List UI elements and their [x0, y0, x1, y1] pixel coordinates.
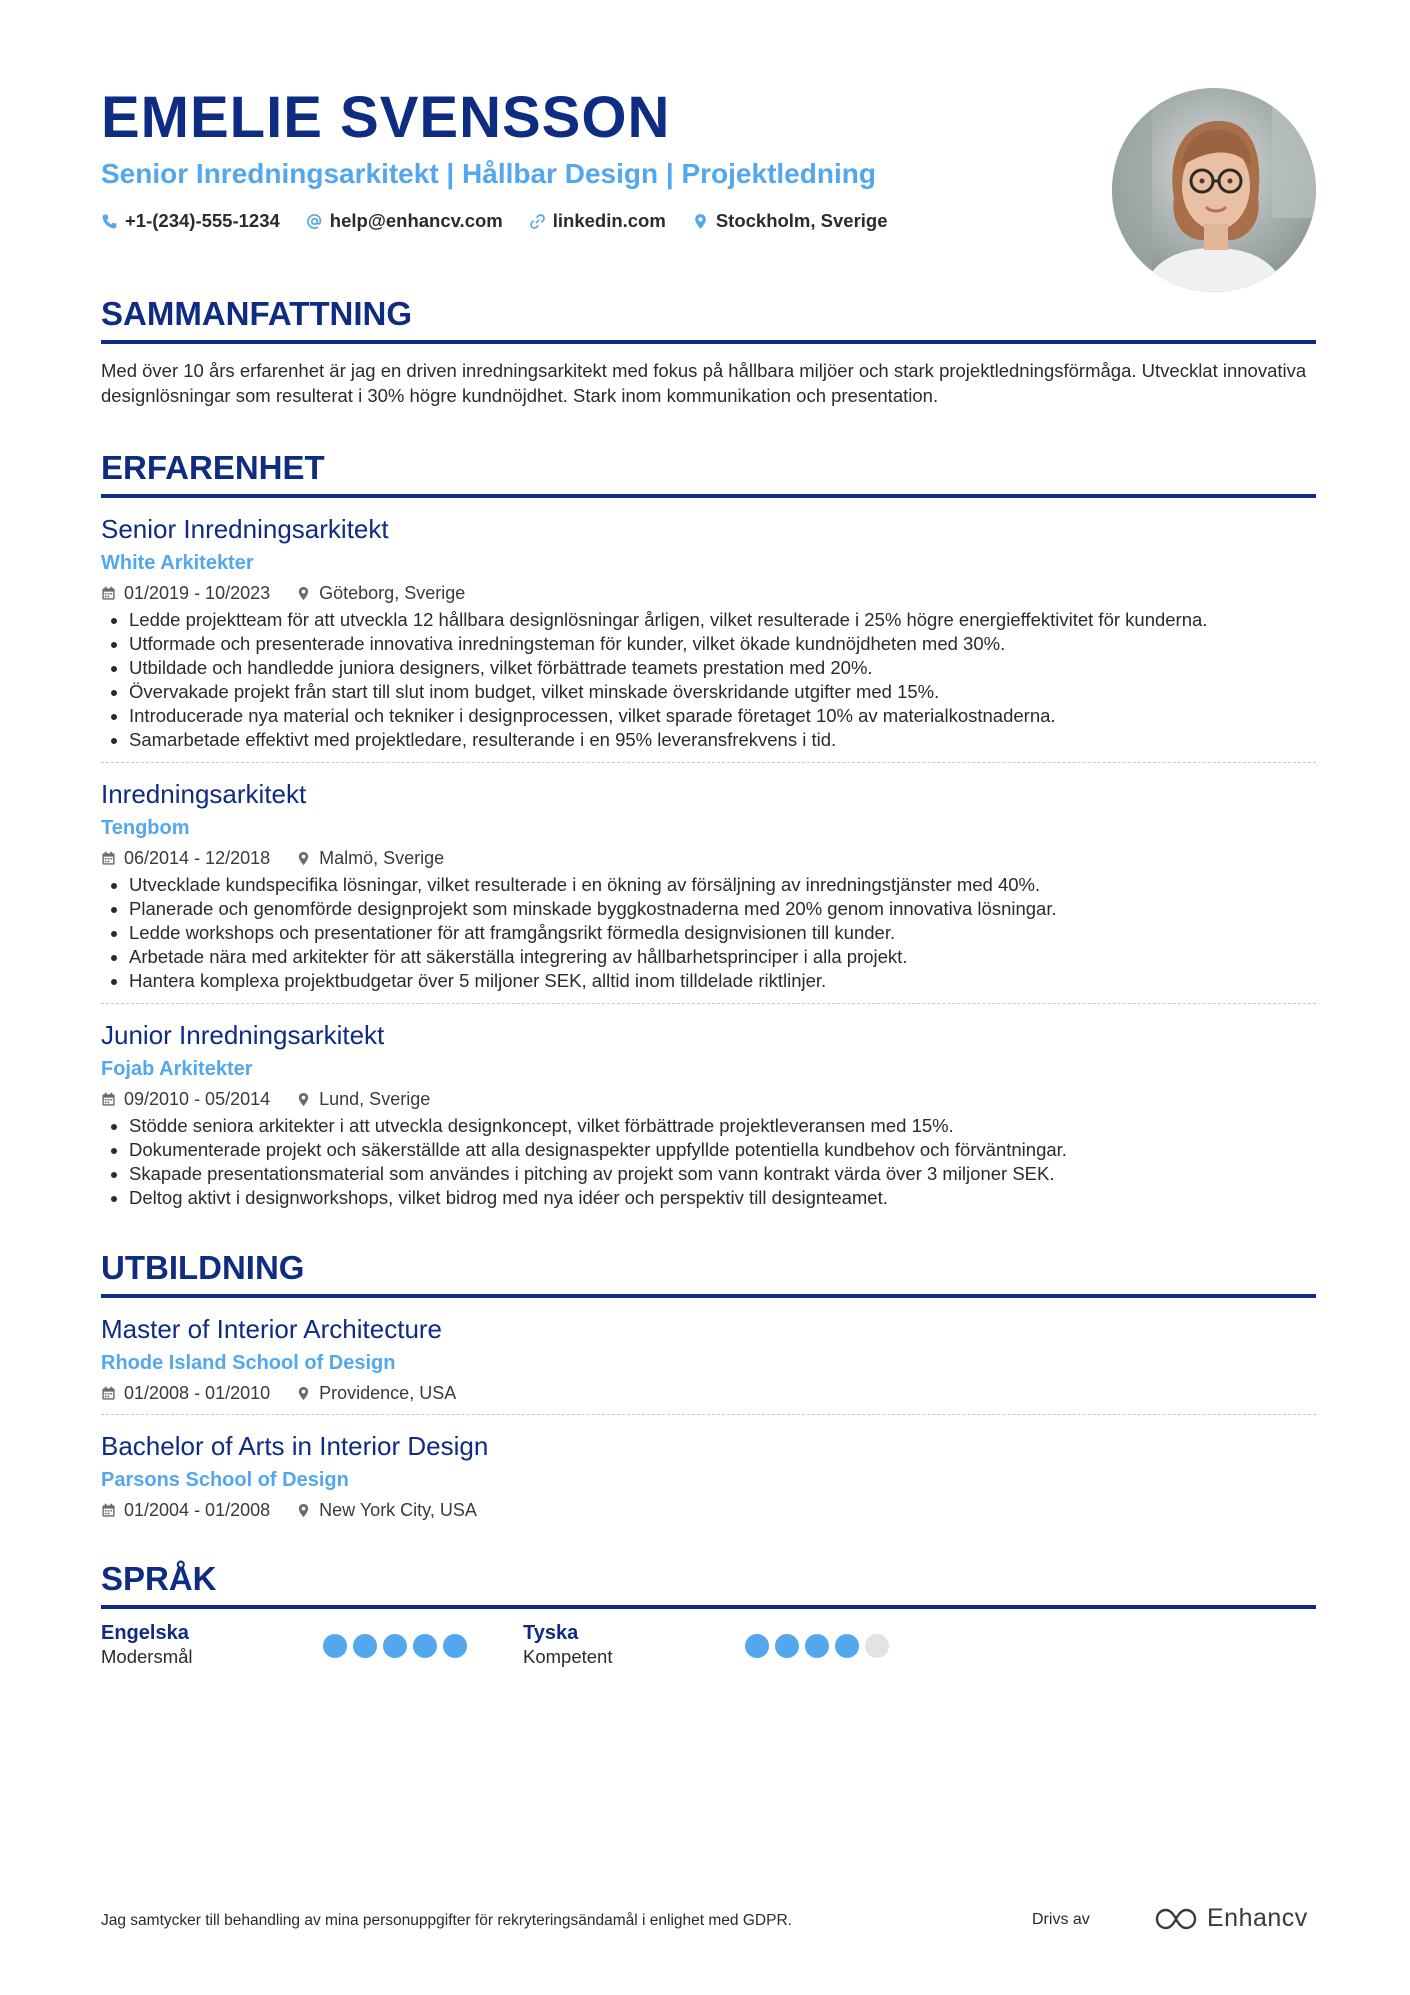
- powered-by-label: Drivs av: [1032, 1911, 1090, 1928]
- enhancv-logo-icon: [1153, 1906, 1199, 1932]
- company-name: Fojab Arkitekter: [101, 1058, 253, 1080]
- gdpr-consent-text: Jag samtycker till behandling av mina personuppgifter för rekryteringsändamål i enlighet med GDPR.: [101, 1912, 792, 1929]
- language-item: [101, 1621, 523, 1669]
- candidate-tagline: Senior Inredningsarkitekt | Hållbar Design | Projektledning: [101, 158, 876, 189]
- company-name: White Arkitekter: [101, 552, 254, 574]
- entry-meta: [101, 1088, 1316, 1110]
- achievement-item: • Samarbetade effektivt med projektledare, resulterande i en 95% leveransfrekvens i tid.: [129, 728, 1316, 752]
- degree-title: Bachelor of Arts in Interior Design: [101, 1431, 489, 1461]
- entry-meta: [101, 1499, 1316, 1521]
- job-title: Inredningsarkitekt: [101, 779, 307, 809]
- entry-dates-text: 01/2008 - 01/2010: [124, 1383, 271, 1403]
- entry-meta: [101, 582, 1316, 604]
- contact-email[interactable]: [306, 210, 503, 232]
- location-pin-icon: [296, 1386, 311, 1401]
- language-item: [523, 1621, 945, 1669]
- entry-dates: [101, 1382, 270, 1404]
- entry-location-text: Lund, Sverige: [319, 1089, 431, 1109]
- language-name: Engelska: [101, 1622, 189, 1644]
- achievement-item: • Planerade och genomförde designprojekt som minskade byggkostnaderna med 20% genom innovativa lösningar.: [129, 897, 1316, 921]
- achievement-item: • Utvecklade kundspecifika lösningar, vilket resulterade i en ökning av försäljning av inredningstjänster med 40%.: [129, 873, 1316, 897]
- location-pin-icon: [692, 213, 709, 230]
- achievement-item: • Dokumenterade projekt och säkerställde att alla designaspekter uppfyllde potentiella kundbehov och förväntningar.: [129, 1138, 1316, 1162]
- languages-title: SPRÅK: [101, 1559, 1316, 1609]
- rating-dot-filled: [745, 1634, 769, 1658]
- at-icon: [306, 213, 323, 230]
- languages-section: [101, 1559, 1316, 1669]
- entry-location-text: Göteborg, Sverige: [319, 583, 466, 603]
- school-name: Parsons School of Design: [101, 1469, 349, 1491]
- language-level: Modersmål: [101, 1646, 193, 1667]
- calendar-icon: [101, 851, 116, 866]
- education-entry: [101, 1298, 1316, 1414]
- achievement-list: [101, 608, 1316, 752]
- contact-phone[interactable]: [101, 210, 280, 232]
- achievement-item: • Stödde seniora arkitekter i att utveckla designkoncept, vilket förbättrade projektleveransen med 15%.: [129, 1114, 1316, 1138]
- entry-dates: [101, 582, 270, 604]
- job-title: Senior Inredningsarkitekt: [101, 514, 389, 544]
- experience-entry: [101, 762, 1316, 1003]
- summary-title: SAMMANFATTNING: [101, 294, 1316, 344]
- enhancv-brand[interactable]: [1153, 1904, 1308, 1933]
- achievement-item: • Utbildade och handledde juniora designers, vilket förbättrade teamets prestation med 20%.: [129, 656, 1316, 680]
- rating-dot-filled: [353, 1634, 377, 1658]
- phone-icon: [101, 213, 118, 230]
- education-title: UTBILDNING: [101, 1248, 1316, 1298]
- achievement-item: • Introducerade nya material och tekniker i designprocessen, vilket sparade företaget 10% av materialkostnaderna.: [129, 704, 1316, 728]
- entry-location: [296, 1499, 477, 1521]
- entry-location: [296, 582, 465, 604]
- achievement-list: [101, 873, 1316, 993]
- contact-phone-text: +1-(234)-555-1234: [125, 210, 280, 231]
- entry-dates-text: 06/2014 - 12/2018: [124, 848, 271, 868]
- entry-dates: [101, 1088, 270, 1110]
- entry-meta: [101, 847, 1316, 869]
- education-section: [101, 1248, 1316, 1531]
- contact-location: [692, 210, 888, 232]
- experience-section: [101, 448, 1316, 1220]
- experience-entry: [101, 498, 1316, 762]
- link-icon: [529, 213, 546, 230]
- entry-dates: [101, 1499, 270, 1521]
- entry-location: [296, 847, 444, 869]
- language-text: [101, 1621, 323, 1669]
- entry-location: [296, 1382, 456, 1404]
- entry-dates-text: 01/2004 - 01/2008: [124, 1500, 271, 1520]
- achievement-item: • Ledde projektteam för att utveckla 12 hållbara designlösningar årligen, vilket resulterade i 25% högre energieffektivitet för kunderna.: [129, 608, 1316, 632]
- company-name: Tengbom: [101, 817, 190, 839]
- job-title: Junior Inredningsarkitekt: [101, 1020, 385, 1050]
- entry-location-text: New York City, USA: [319, 1500, 477, 1520]
- rating-dot-filled: [383, 1634, 407, 1658]
- entry-location: [296, 1088, 430, 1110]
- rating-dot-filled: [443, 1634, 467, 1658]
- rating-dot-filled: [805, 1634, 829, 1658]
- profile-photo: [1112, 88, 1316, 292]
- entry-location-text: Providence, USA: [319, 1383, 457, 1403]
- entry-dates: [101, 847, 270, 869]
- achievement-item: • Skapade presentationsmaterial som användes i pitching av projekt som vann kontrakt värda över 3 miljoner SEK.: [129, 1162, 1316, 1186]
- calendar-icon: [101, 586, 116, 601]
- contact-linkedin[interactable]: [529, 210, 666, 232]
- school-name: Rhode Island School of Design: [101, 1352, 396, 1374]
- rating-dot-filled: [835, 1634, 859, 1658]
- achievement-item: • Utformade och presenterade innovativa inredningsteman för kunder, vilket ökade kundnöjdheten med 30%.: [129, 632, 1316, 656]
- rating-dot-empty: [865, 1634, 889, 1658]
- resume-page: [101, 84, 1316, 1669]
- footer: [101, 1904, 1316, 1938]
- language-rating: [323, 1634, 467, 1658]
- achievement-item: • Övervakade projekt från start till slut inom budget, vilket minskade överskridande utgifter med 15%.: [129, 680, 1316, 704]
- language-rating: [745, 1634, 889, 1658]
- achievement-list: [101, 1114, 1316, 1210]
- rating-dot-filled: [775, 1634, 799, 1658]
- language-text: [523, 1621, 745, 1669]
- calendar-icon: [101, 1503, 116, 1518]
- language-list: [101, 1621, 1316, 1669]
- location-pin-icon: [296, 1092, 311, 1107]
- resume-header: [101, 84, 1316, 294]
- entry-dates-text: 09/2010 - 05/2014: [124, 1089, 271, 1109]
- entry-location-text: Malmö, Sverige: [319, 848, 445, 868]
- contact-email-text: help@enhancv.com: [329, 210, 503, 231]
- enhancv-brand-name: Enhancv: [1207, 1904, 1308, 1932]
- experience-title: ERFARENHET: [101, 448, 1316, 498]
- rating-dot-filled: [413, 1634, 437, 1658]
- rating-dot-filled: [323, 1634, 347, 1658]
- location-pin-icon: [296, 586, 311, 601]
- education-entry: [101, 1414, 1316, 1531]
- language-name: Tyska: [523, 1622, 579, 1644]
- degree-title: Master of Interior Architecture: [101, 1314, 443, 1344]
- candidate-name: EMELIE SVENSSON: [101, 85, 671, 150]
- entry-dates-text: 01/2019 - 10/2023: [124, 583, 271, 603]
- summary-text: Med över 10 års erfarenhet är jag en driven inredningsarkitekt med fokus på hållbara miljöer och stark projektledningsförmåga. Utvecklat innovativa designlösningar som resulterat i 30% högre kundnöjdhet. Stark inom kommunikation och presentation.: [101, 360, 1307, 406]
- entry-meta: [101, 1382, 1316, 1404]
- achievement-item: • Deltog aktivt i designworkshops, vilket bidrog med nya idéer och perspektiv till designteamet.: [129, 1186, 1316, 1210]
- language-level: Kompetent: [523, 1646, 613, 1667]
- summary-section: [101, 294, 1316, 408]
- achievement-item: • Ledde workshops och presentationer för att framgångsrikt förmedla designvisionen till kunder.: [129, 921, 1316, 945]
- calendar-icon: [101, 1386, 116, 1401]
- experience-entry: [101, 1003, 1316, 1220]
- contact-location-text: Stockholm, Sverige: [715, 210, 888, 231]
- calendar-icon: [101, 1092, 116, 1107]
- location-pin-icon: [296, 851, 311, 866]
- contact-linkedin-text: linkedin.com: [552, 210, 666, 231]
- location-pin-icon: [296, 1503, 311, 1518]
- achievement-item: • Arbetade nära med arkitekter för att säkerställa integrering av hållbarhetsprinciper i alla projekt.: [129, 945, 1316, 969]
- achievement-item: • Hantera komplexa projektbudgetar över 5 miljoner SEK, alltid inom tilldelade riktlinjer.: [129, 969, 1316, 993]
